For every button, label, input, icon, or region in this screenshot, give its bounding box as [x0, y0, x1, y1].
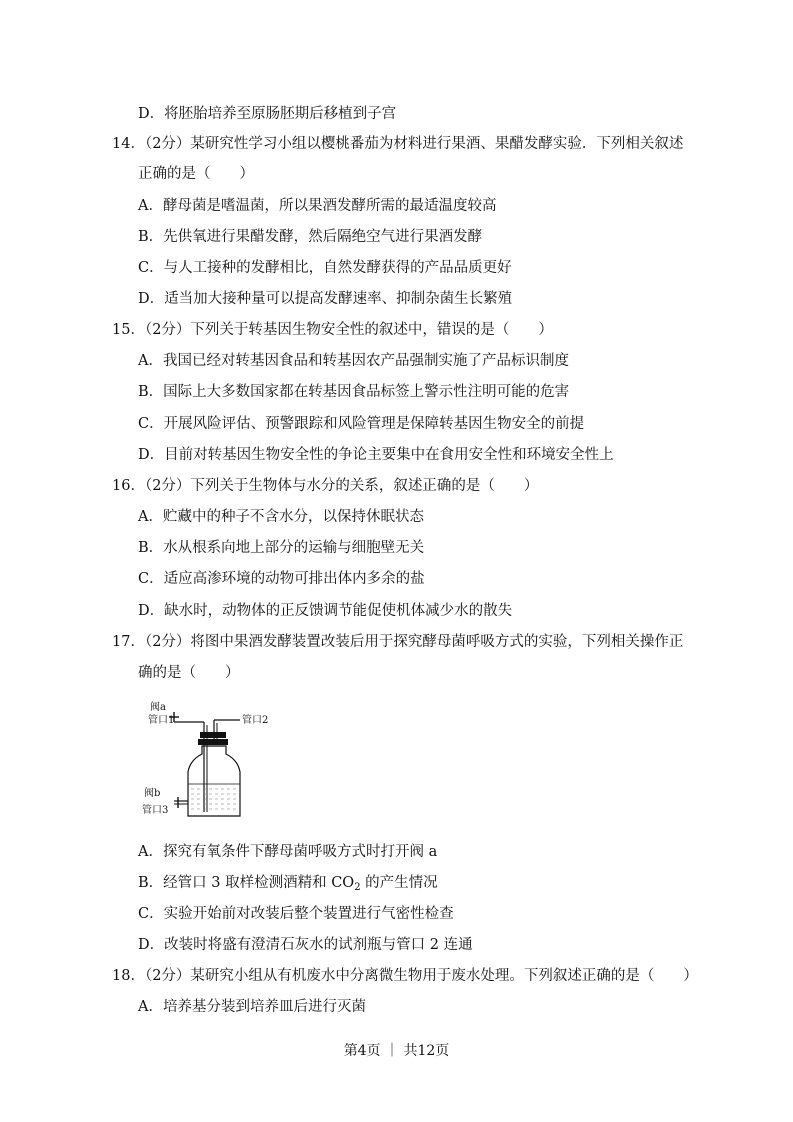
q17-option-b-text-end: 的产生情况 — [360, 875, 438, 891]
pipe-1-label: 管口1 — [148, 715, 175, 726]
q17-option-b — [138, 873, 438, 898]
q13-option-d: D．将胚胎培养至原肠胚期后移植到子宫 — [138, 106, 397, 122]
valve-b-label: 阀b — [144, 788, 161, 799]
q15-option-a: A．我国已经对转基因食品和转基因农产品强制实施了产品标识制度 — [138, 353, 569, 369]
q14-option-a: A．酵母菌是嗜温菌，所以果酒发酵所需的最适温度较高 — [138, 198, 497, 214]
q16-option-d: D．缺水时，动物体的正反馈调节能促使机体减少水的散失 — [138, 603, 513, 619]
q18-stem: 18．（2分）某研究小组从有机废水中分离微生物用于废水处理。下列叙述正确的是（ ） — [112, 968, 698, 984]
q15-stem: 15．（2分）下列关于转基因生物安全性的叙述中，错误的是（ ） — [112, 322, 553, 338]
q16-option-c: C．适应高渗环境的动物可排出体内多余的盐 — [138, 571, 425, 587]
q15-option-c: C．开展风险评估、预警跟踪和风险管理是保障转基因生物安全的前提 — [138, 416, 585, 432]
q17-option-a: A．探究有氧条件下酵母菌呼吸方式时打开阀 a — [138, 844, 438, 860]
bottle — [188, 746, 240, 816]
fermentation-apparatus-diagram — [138, 700, 278, 822]
q17-option-c: C．实验开始前对改装后整个装置进行气密性检查 — [138, 906, 454, 922]
q17-stem-cont: 确的是（ ） — [138, 665, 240, 681]
stopper — [200, 732, 226, 738]
pipe-2-label: 管口2 — [242, 715, 269, 726]
q17-stem: 17．（2分）将图中果酒发酵装置改装后用于探究酵母菌呼吸方式的实验，下列相关操作正 — [112, 634, 684, 650]
q15-option-b: B．国际上大多数国家都在转基因食品标签上警示性注明可能的危害 — [138, 384, 570, 400]
q14-option-d: D．适当加大接种量可以提高发酵速率、抑制杂菌生长繁殖 — [138, 291, 513, 307]
q14-stem: 14．（2分）某研究性学习小组以樱桃番茄为材料进行果酒、果醋发酵实验．下列相关叙述 — [112, 136, 684, 152]
pipe-3-label: 管口3 — [142, 805, 169, 816]
valve-a-label: 阀a — [150, 702, 166, 713]
page-footer: 第4页 ｜ 共12页 — [343, 1043, 450, 1059]
q18-option-a: A．培养基分装到培养皿后进行灭菌 — [138, 999, 366, 1015]
q16-stem: 16．（2分）下列关于生物体与水分的关系，叙述正确的是（ ） — [112, 478, 539, 494]
liquid — [191, 789, 237, 809]
q14-option-b: B．先供氧进行果醋发酵，然后隔绝空气进行果酒发酵 — [138, 229, 483, 245]
q15-option-d: D．目前对转基因生物安全性的争论主要集中在食用安全性和环境安全性上 — [138, 447, 614, 463]
q14-option-c: C．与人工接种的发酵相比，自然发酵获得的产品品质更好 — [138, 260, 512, 276]
q14-stem-cont: 正确的是（ ） — [138, 166, 254, 182]
q17-option-d: D．改装时将盛有澄清石灰水的试剂瓶与管口 2 连通 — [138, 937, 473, 953]
q17-option-b-text: B．经管口 3 取样检测酒精和 CO — [138, 875, 355, 891]
q16-option-b: B．水从根系向地上部分的运输与细胞壁无关 — [138, 540, 425, 556]
q17-option-b-subscript: 2 — [354, 882, 361, 893]
q16-option-a: A．贮藏中的种子不含水分，以保持休眠状态 — [138, 509, 424, 525]
